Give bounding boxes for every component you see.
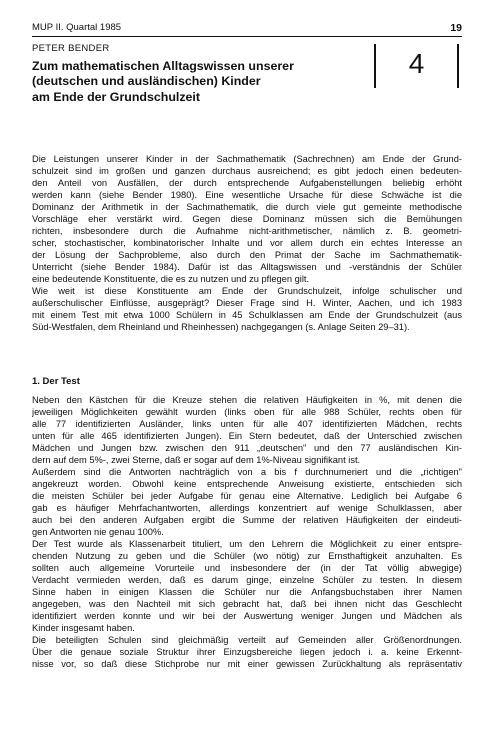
text-line: Wie weit ist diese Konstituente am Ende der Grundschulzeit, infolge schulischer und (32, 286, 462, 296)
text-line: die meisten Schüler bei jeder Aufgabe für genau eine Alternative. Lediglich bei Aufgabe 6 (32, 491, 462, 501)
text-line: Die Leistungen unserer Kinder in der Sachmathematik (Sachrechnen) am Ende der Grund- (32, 154, 462, 164)
text-line: werden kann (siehe Bender 1980). Eine wesentliche Ursache für diese Schwäche ist die (32, 190, 462, 200)
header-rule (32, 36, 462, 37)
text-line: chenden Nutzung zu geben und die Schüler (wo nötig) zur Ernsthaftigkeit anzuhalten. Es (32, 551, 462, 561)
article-title (32, 59, 352, 105)
text-line: Der Test wurde als Klassenarbeit tituliert, um den Lehrern die Möglichkeit zu einer entspre- (32, 539, 462, 549)
text-line: unten für alle 465 identifizierten Jungen). Ein Stern bedeutet, daß der Unterschied zwischen (32, 431, 462, 441)
text-line: identifiziert werden konnte und wir bei der Auswertung weniger Jungen und Mädchen als (32, 611, 462, 621)
text-line: angekreuzt worden. Obwohl keine entsprechende Anweisung existierte, entschieden sich (32, 479, 462, 489)
text-line: sollten auch allgemeine Vorurteile und insbesondere der (in der Tat völlig abwegige) (32, 563, 462, 573)
text-line: Verdacht vermieden werden, daß es darum ginge, einzelne Schüler zu testen. In diesem (32, 575, 462, 585)
text-line: gen Antworten nie genau 100%. (32, 527, 164, 537)
text-line: den Anteil von Ausfällen, der durch entsprechende Aufgabenstellungen beliebig erhöht (32, 178, 462, 188)
text-line: Vorschläge eher verstärkt wird. Gegen diese Dominanz müssen sich die Bemühungen (32, 214, 462, 224)
article-number-box (374, 44, 459, 88)
text-line: Dominanz der Arithmetik in der Sachmathematik, die durch viele gut gemeinte methodische (32, 202, 462, 212)
text-line: der Lösung der Sachprobleme, also durch den Primat der Sache im Sachmathematik- (32, 250, 462, 260)
text-line: außerschulischer Einflüsse, ausgeprägt? Dieser Frage sind H. Winter, Aachen, und ich 1983 (32, 298, 462, 308)
text-line: gab es häufiger Mehrfachantworten, allerdings konzentriert auf wenige Schulklassen, aber (32, 503, 462, 513)
text-line: Süd-Westfalen, dem Rheinland und Rheinhessen) nachgegangen (s. Anlage Seiten 29–31). (32, 322, 410, 332)
article-number: 4 (408, 48, 425, 79)
text-line: auch bei den anderen Aufgaben ergibt die Summe der relativen Häufigkeiten der eindeuti- (32, 515, 462, 525)
text-line: jeweiligen Möglichkeiten gewählt wurden (links oben für alle 988 Schüler, rechts oben für (32, 407, 462, 417)
title-line: (deutschen und ausländischen) Kinder (32, 74, 261, 89)
text-line: angegeben, was den Nachteil mit sich gebracht hat, daß bei ihnen nicht das Geschlecht (32, 599, 462, 609)
text-line: Unterricht (siehe Bender 1984). Dafür ist das Alltagswissen und -verständnis der Schüler (32, 262, 462, 272)
text-line: richten, insbesondere durch die Aufnahme nicht-arithmetischer, nämlich z. B. geometri- (32, 226, 462, 236)
text-line: Über die genaue soziale Struktur ihrer Einzugsbereiche liegen jedoch i. a. keine Erkennt- (32, 647, 462, 657)
text-line: alle 77 identifizierten Ausländer, links unten für alle 407 identifizierten Mädchen, rechts (32, 419, 462, 429)
text-line: Kinder insgesamt haben. (32, 623, 135, 633)
text-line: nisse vor, so daß diese Stichprobe nur mit einer gewissen Zurückhaltung als repräsentativ (32, 659, 462, 669)
text-line: schulzeit sind im großen und ganzen durchaus ausreichend; es gibt jedoch einen bedeuten- (32, 166, 462, 176)
title-line: am Ende der Grundschulzeit (32, 89, 200, 104)
text-line: eine bedeutende Konstituente, die es zu nutzen und zu pflegen gilt. (32, 274, 310, 284)
journal-issue: MUP II. Quartal 1985 (32, 22, 122, 33)
text-line: Neben den Kästchen für die Kreuze stehen die relativen Häufigkeiten in %, mit denen die (32, 395, 462, 405)
text-line: Sinne haben in einigen Klassen die Schüler nur die Anfangsbuchstaben ihrer Namen (32, 587, 462, 597)
text-line: scher, stochastischer, kombinatorischer Inhalte und vor allem durch ein echtes Interesse an (32, 238, 462, 248)
section-body (32, 394, 462, 670)
text-line: Die beteiligten Schulen sind gleichmäßig verteilt auf Gemeinden aller Größenordnungen. (32, 635, 462, 645)
author-name: PETER BENDER (32, 43, 110, 54)
page-number: 19 (450, 22, 462, 34)
title-line: Zum mathematischen Alltagswissen unserer (32, 59, 294, 73)
text-line: dern auf dem 5%-, zwei Sterne, daß er sogar auf dem 1%-Niveau signifikant ist. (32, 455, 361, 465)
intro-paragraphs (32, 153, 462, 333)
section-heading: 1. Der Test (32, 376, 80, 387)
text-line: mit einem Test mit etwa 1000 Schülern in 45 Schulklassen am Ende der Grundschulzeit (aus (32, 310, 462, 320)
text-line: Mädchen und Jungen bzw. zwischen den 911 „deutschen" und den 77 ausländischen Kin- (32, 443, 462, 453)
text-line: Außerdem sind die Antworten nachträglich von a bis f durchnumeriert und die „richtigen" (32, 467, 462, 477)
running-header (32, 22, 462, 36)
